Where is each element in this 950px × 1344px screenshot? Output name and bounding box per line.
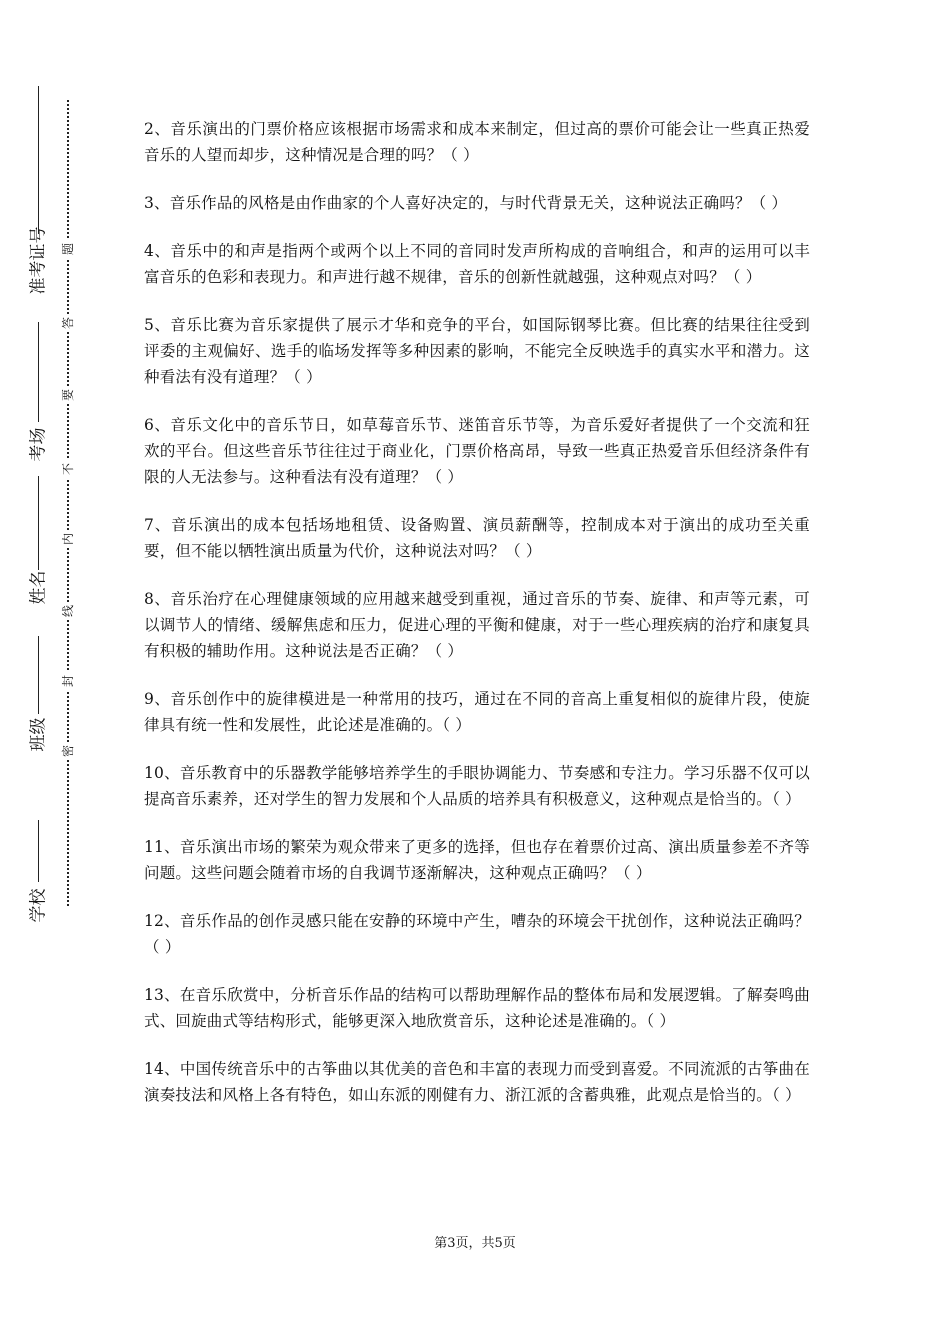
page-number: 第3页，共5页 (434, 1236, 516, 1251)
question-item: 7、音乐演出的成本包括场地租赁、设备购置、演员薪酬等，控制成本对于演出的成功至关重要，但不能以牺牲演出质量为代价，这种说法对吗？（ ） (144, 516, 810, 560)
seal-char: 答 (59, 314, 77, 332)
binding-strip (0, 0, 110, 1344)
seal-char: 线 (59, 602, 77, 620)
name-line (38, 476, 39, 570)
school-label: 学校 (28, 888, 49, 923)
exam-number-label: 准考证号 (28, 226, 49, 295)
question-item: 9、音乐创作中的旋律模进是一种常用的技巧，通过在不同的音高上重复相似的旋律片段，使旋律具有统一性和发展性，此论述是准确的。（ ） (144, 690, 810, 734)
school-line (38, 820, 39, 882)
seal-char: 封 (59, 672, 77, 690)
question-list (144, 116, 810, 1130)
seal-dotted-line (67, 100, 69, 906)
exam-number-line (38, 86, 39, 234)
question-item: 2、音乐演出的门票价格应该根据市场需求和成本来制定，但过高的票价可能会让一些真正热爱音乐的人望而却步，这种情况是合理的吗？（ ） (144, 120, 810, 164)
question-item: 10、音乐教育中的乐器教学能够培养学生的手眼协调能力、节奏感和专注力。学习乐器不仅可以提高音乐素养，还对学生的智力发展和个人品质的培养具有积极意义，这种观点是恰当的。（ ） (144, 764, 810, 808)
question-item: 3、音乐作品的风格是由作曲家的个人喜好决定的，与时代背景无关，这种说法正确吗？（ ） (144, 194, 788, 212)
room-label: 考场 (28, 427, 49, 462)
seal-char: 要 (59, 386, 77, 404)
seal-char: 题 (59, 240, 77, 258)
question-item: 4、音乐中的和声是指两个或两个以上不同的音同时发声所构成的音响组合，和声的运用可以丰富音乐的色彩和表现力。和声进行越不规律，音乐的创新性就越强，这种观点对吗？（ ） (144, 242, 810, 286)
question-item: 11、音乐演出市场的繁荣为观众带来了更多的选择，但也存在着票价过高、演出质量参差不齐等问题。这些问题会随着市场的自我调节逐渐解决，这种观点正确吗？（ ） (144, 838, 810, 882)
question-item: 12、音乐作品的创作灵感只能在安静的环境中产生，嘈杂的环境会干扰创作，这种说法正确吗？（ ） (144, 912, 810, 956)
seal-char: 内 (59, 530, 77, 548)
question-item: 5、音乐比赛为音乐家提供了展示才华和竞争的平台，如国际钢琴比赛。但比赛的结果往往受到评委的主观偏好、选手的临场发挥等多种因素的影响，不能完全反映选手的真实水平和潜力。这种看法有没有道理？（ ） (144, 316, 810, 386)
class-label: 班级 (28, 717, 49, 752)
seal-char: 不 (59, 460, 77, 478)
room-line (38, 322, 39, 422)
seal-char: 密 (59, 742, 77, 760)
question-item: 14、中国传统音乐中的古筝曲以其优美的音色和丰富的表现力而受到喜爱。不同流派的古筝曲在演奏技法和风格上各有特色，如山东派的刚健有力、浙江派的含蓄典雅，此观点是恰当的。（ ） (144, 1060, 810, 1104)
question-item: 6、音乐文化中的音乐节日，如草莓音乐节、迷笛音乐节等，为音乐爱好者提供了一个交流和狂欢的平台。但这些音乐节往往过于商业化，门票价格高昂，导致一些真正热爱音乐但经济条件有限的人无法参与。这种看法有没有道理？（ ） (144, 416, 810, 486)
name-label: 姓名 (28, 570, 49, 605)
class-line (38, 636, 39, 714)
question-item: 13、在音乐欣赏中，分析音乐作品的结构可以帮助理解作品的整体布局和发展逻辑。了解奏鸣曲式、回旋曲式等结构形式，能够更深入地欣赏音乐，这种论述是准确的。（ ） (144, 986, 810, 1030)
question-item: 8、音乐治疗在心理健康领域的应用越来越受到重视，通过音乐的节奏、旋律、和声等元素，可以调节人的情绪、缓解焦虑和压力，促进心理的平衡和健康，对于一些心理疾病的治疗和康复具有积极的辅助作用。这种说法是否正确？（ ） (144, 590, 810, 660)
